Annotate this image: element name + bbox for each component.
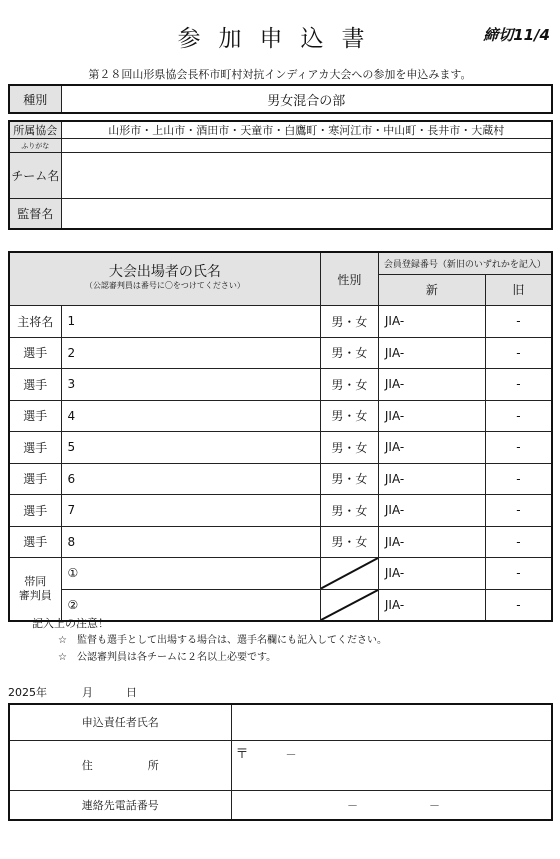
roster-header-name <box>9 252 320 306</box>
row-role: 選手 <box>9 432 61 464</box>
date-line <box>8 684 137 700</box>
roster-header-gender: 性別 <box>320 252 378 306</box>
furigana-label: ふりがな <box>9 139 61 153</box>
row-old-number[interactable]: - <box>485 306 552 338</box>
row-old-number[interactable]: - <box>485 463 552 495</box>
table-row <box>9 306 552 338</box>
referee-label-line1: 帯同 <box>24 574 47 588</box>
form-title: 参加申込書 <box>177 26 383 52</box>
row-name-field[interactable]: 6 <box>61 463 320 495</box>
table-row <box>9 495 552 527</box>
row-role: 選手 <box>9 495 61 527</box>
intro-text: 第２８回山形県協会長杯市町村対抗インディアカ大会への参加を申込みます。 <box>88 68 472 81</box>
row-name-field[interactable]: 1 <box>61 306 320 338</box>
row-role: 選手 <box>9 369 61 401</box>
postal-mark: 〒 <box>235 746 249 762</box>
manager-field[interactable] <box>61 199 552 229</box>
row-gender[interactable]: 男・女 <box>320 495 378 527</box>
roster-header-name-note: （公認審判員は番号に〇をつけてください） <box>84 281 245 290</box>
row-gender[interactable]: 男・女 <box>320 306 378 338</box>
table-row <box>9 337 552 369</box>
row-gender[interactable]: 男・女 <box>320 432 378 464</box>
team-info-table <box>8 120 553 230</box>
phone-dash: － <box>347 798 358 812</box>
row-old-number[interactable]: - <box>485 400 552 432</box>
team-name-label: チーム名 <box>9 153 61 199</box>
row-new-number[interactable]: JIA- <box>378 337 485 369</box>
table-row <box>9 432 552 464</box>
row-gender[interactable]: 男・女 <box>320 463 378 495</box>
referee-name-field[interactable]: ② <box>61 589 320 621</box>
referee-gender-na <box>320 558 378 590</box>
table-row <box>9 400 552 432</box>
roster-table <box>8 251 553 622</box>
applicant-name-label: 申込責任者氏名 <box>9 704 231 740</box>
deadline-label: 締切11/4 <box>483 26 550 44</box>
applicant-table <box>8 703 553 821</box>
row-new-number[interactable]: JIA- <box>378 306 485 338</box>
referee-name-field[interactable]: ① <box>61 558 320 590</box>
entry-type-table <box>8 84 553 114</box>
row-role: 主将名 <box>9 306 61 338</box>
row-old-number[interactable]: - <box>485 369 552 401</box>
applicant-name-field[interactable] <box>231 704 552 740</box>
table-row <box>9 369 552 401</box>
roster-header-member: 会員登録番号（新旧のいずれかを記入） <box>378 252 552 274</box>
roster-header-name-title: 大会出場者の氏名 <box>108 264 221 280</box>
row-gender[interactable]: 男・女 <box>320 400 378 432</box>
row-name-field[interactable]: 5 <box>61 432 320 464</box>
association-value[interactable]: 山形市・上山市・酒田市・天童市・白鷹町・寒河江市・中山町・長井市・大蔵村 <box>61 121 552 139</box>
note-item: ☆ 公認審判員は各チームに２名以上必要です。 <box>58 652 277 663</box>
team-name-field[interactable] <box>61 153 552 199</box>
row-new-number[interactable]: JIA- <box>378 526 485 558</box>
row-name-field[interactable]: 2 <box>61 337 320 369</box>
referee-old-number[interactable]: - <box>485 558 552 590</box>
phone-field[interactable] <box>231 790 552 820</box>
entry-type-label: 種別 <box>9 85 61 113</box>
address-label-1: 住 <box>81 759 93 772</box>
roster-header-new: 新 <box>378 274 485 306</box>
row-new-number[interactable]: JIA- <box>378 400 485 432</box>
row-role: 選手 <box>9 463 61 495</box>
manager-label: 監督名 <box>9 199 61 229</box>
row-old-number[interactable]: - <box>485 495 552 527</box>
row-new-number[interactable]: JIA- <box>378 432 485 464</box>
roster-header-old: 旧 <box>485 274 552 306</box>
association-label: 所属協会 <box>9 121 61 139</box>
furigana-field[interactable] <box>61 139 552 153</box>
table-row <box>9 526 552 558</box>
row-role: 選手 <box>9 526 61 558</box>
phone-label: 連絡先電話番号 <box>9 790 231 820</box>
phone-dash: － <box>429 798 440 812</box>
referee-new-number[interactable]: JIA- <box>378 589 485 621</box>
entry-type-value[interactable]: 男女混合の部 <box>61 85 552 113</box>
row-new-number[interactable]: JIA- <box>378 463 485 495</box>
referee-label-line2: 審判員 <box>18 588 52 602</box>
row-gender[interactable]: 男・女 <box>320 526 378 558</box>
note-item: ☆ 監督も選手として出場する場合は、選手名欄にも記入してください。 <box>58 635 387 646</box>
referee-new-number[interactable]: JIA- <box>378 558 485 590</box>
row-new-number[interactable]: JIA- <box>378 369 485 401</box>
date-month: 月 <box>82 686 93 699</box>
row-old-number[interactable]: - <box>485 526 552 558</box>
row-name-field[interactable]: 3 <box>61 369 320 401</box>
row-name-field[interactable]: 4 <box>61 400 320 432</box>
referee-label <box>9 558 61 621</box>
slash-mark <box>321 558 378 589</box>
date-year: 2025年 <box>8 686 47 699</box>
postal-dash: － <box>285 747 297 761</box>
row-gender[interactable]: 男・女 <box>320 337 378 369</box>
notes-section <box>32 615 387 666</box>
row-gender[interactable]: 男・女 <box>320 369 378 401</box>
row-role: 選手 <box>9 400 61 432</box>
row-new-number[interactable]: JIA- <box>378 495 485 527</box>
row-name-field[interactable]: 8 <box>61 526 320 558</box>
table-row <box>9 463 552 495</box>
row-old-number[interactable]: - <box>485 337 552 369</box>
address-label-2: 所 <box>147 759 159 772</box>
date-day: 日 <box>126 686 137 699</box>
row-role: 選手 <box>9 337 61 369</box>
address-label <box>9 740 231 790</box>
row-old-number[interactable]: - <box>485 432 552 464</box>
row-name-field[interactable]: 7 <box>61 495 320 527</box>
address-field[interactable] <box>231 740 552 790</box>
notes-title: 記入上の注意！ <box>32 617 109 630</box>
referee-row <box>9 558 552 590</box>
referee-old-number[interactable]: - <box>485 589 552 621</box>
